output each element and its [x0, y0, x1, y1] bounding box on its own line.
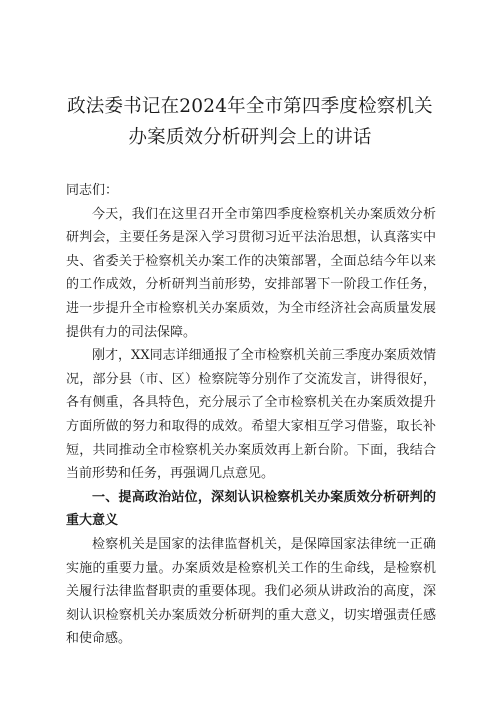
paragraph-opening: 今天，我们在这里召开全市第四季度检察机关办案质效分析研判会，主要任务是深入学习贯彻习近平法治思想，认真落实中央、省委关于检察机关办案工作的决策部署，全面总结今年以来的工作成效，分析研判当前形势，安排部署下一阶段工作任务，进一步提升全市检察机关办案质效，为全市经济社会高质量发展提供有力的司法保障。 [66, 206, 436, 340]
salutation: 同志们： [66, 183, 119, 198]
document-body [66, 179, 436, 651]
document-title-line-1: 政法委书记在2024年全市第四季度检察机关 [67, 96, 433, 117]
section-1-paragraph: 检察机关是国家的法律监督机关，是保障国家法律统一正确实施的重要力量。办案质效是检察机关工作的生命线，是检察机关履行法律监督职责的重要体现。我们必须从讲政治的高度，深刻认识检察机关办案质效分析研判的重大意义，切实增强责任感和使命感。 [66, 536, 436, 647]
paragraph-review: 刚才，XX同志详细通报了全市检察机关前三季度办案质效情况，部分县（市、区）检察院等分别作了交流发言，讲得很好，各有侧重，各具特色，充分展示了全市检察机关在办案质效提升方面所做的努力和取得的成效。希望大家相互学习借鉴，取长补短，共同推动全市检察机关办案质效再上新台阶。下面，我结合当前形势和任务，再强调几点意见。 [66, 348, 436, 482]
document-title-line-2: 办案质效分析研判会上的讲话 [128, 127, 372, 148]
section-heading-1: 一、提高政治站位，深刻认识检察机关办案质效分析研判的重大意义 [66, 489, 436, 529]
